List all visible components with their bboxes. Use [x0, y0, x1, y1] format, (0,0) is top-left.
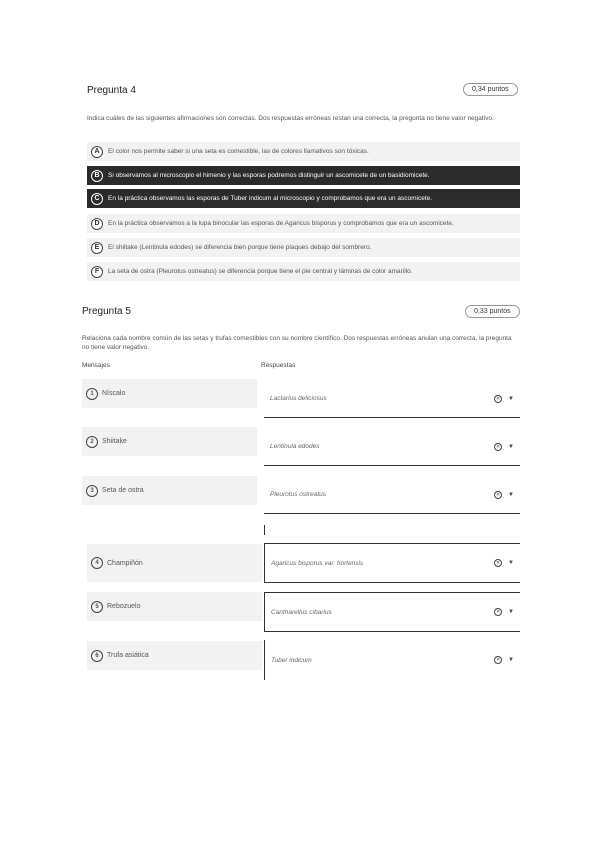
answer-text: Tuber indicum	[271, 656, 312, 664]
question-5-points: 0,33 puntos	[465, 305, 520, 318]
option-f[interactable]	[87, 262, 520, 281]
option-d[interactable]	[87, 214, 520, 233]
answer-text: Lentinula edodes	[270, 443, 320, 450]
chevron-down-icon[interactable]: ▼	[508, 560, 514, 566]
answer-select[interactable]	[264, 380, 520, 418]
option-text: En la práctica observamos a la lupa binocular las esporas de Agaricus bisporus y comprobamos que era un ascomicete.	[108, 220, 454, 227]
question-5-title: Pregunta 5	[82, 306, 131, 317]
option-text: El shiitake (Lentinula edodes) se diferencia bien porque tiene plaques debajo del sombrero.	[108, 244, 372, 251]
text-cursor	[264, 525, 265, 535]
message-item	[82, 379, 257, 408]
option-c[interactable]	[87, 189, 520, 208]
question-4-instructions: Indica cuáles de las siguientes afirmaciones son correctas. Dos respuestas erróneas restan una correcta, la pregunta no tiene valor negativo.	[87, 115, 494, 122]
option-text: Si observamos al microscopio el himenio y las esporas podremos distinguir un ascomicete de un basidiomicete.	[108, 172, 430, 179]
clear-icon[interactable]: ✕	[495, 657, 501, 663]
answer-text: Cantharellus cibarius	[271, 608, 332, 616]
answer-text: Lactarius deliciosus	[270, 395, 327, 402]
answer-text: Agaricus bisporus var. hortensis	[271, 559, 364, 567]
option-letter: B	[91, 170, 103, 182]
message-number: 4	[91, 557, 103, 569]
clear-icon[interactable]: ✕	[495, 395, 501, 402]
option-b[interactable]	[87, 166, 520, 185]
message-item	[87, 592, 262, 621]
chevron-down-icon[interactable]: ▼	[508, 657, 514, 663]
option-letter: F	[91, 266, 103, 278]
message-item	[87, 544, 262, 582]
clear-icon[interactable]: ✕	[495, 491, 501, 498]
answer-select[interactable]	[264, 640, 520, 680]
clear-icon[interactable]: ✕	[495, 443, 501, 450]
chevron-down-icon[interactable]: ▼	[508, 443, 514, 450]
answer-select[interactable]	[264, 543, 520, 583]
chevron-down-icon[interactable]: ▼	[508, 395, 514, 402]
question-4-title: Pregunta 4	[87, 85, 136, 96]
option-letter: D	[91, 218, 103, 230]
option-a[interactable]	[87, 142, 520, 161]
answer-select[interactable]	[264, 476, 520, 514]
option-e[interactable]	[87, 238, 520, 257]
message-text: Seta de ostra	[102, 487, 144, 494]
message-text: Shiitake	[102, 438, 127, 445]
message-number: 5	[91, 601, 103, 613]
option-letter: E	[91, 242, 103, 254]
question-4-points: 0,34 puntos	[463, 83, 518, 96]
message-text: Níscalo	[102, 390, 126, 397]
message-item	[82, 427, 257, 456]
option-text: La seta de ostra (Pleurotus ostreatus) se diferencia porque tiene el pie central y láminas de color amarillo.	[108, 268, 413, 275]
messages-column-header: Mensajes	[82, 362, 110, 369]
option-text: En la práctica observamos las esporas de Tuber indicum al microscopio y comprobamos que era un ascomicete.	[108, 195, 433, 202]
chevron-down-icon[interactable]: ▼	[508, 491, 514, 498]
chevron-down-icon[interactable]: ▼	[508, 609, 514, 615]
answers-column-header: Respuestas	[261, 362, 296, 369]
question-5-instructions: Relaciona cada nombre común de las setas y trufas comestibles con su nombre científico. Dos respuestas erróneas anulan una correcta, la pregunta no tiene valor negativo.	[82, 335, 512, 351]
clear-icon[interactable]: ✕	[495, 609, 501, 615]
answer-text: Pleurotus ostreatus	[270, 491, 327, 498]
option-letter: C	[91, 193, 103, 205]
message-text: Rebozuelo	[107, 603, 141, 610]
option-text: El color nos permite saber si una seta es comestible, las de colores llamativos son tóxicas.	[108, 148, 369, 155]
message-number: 6	[91, 650, 103, 662]
option-letter: A	[91, 146, 103, 158]
message-number: 1	[86, 388, 98, 400]
answer-select[interactable]	[264, 428, 520, 466]
message-text: Champiñón	[107, 559, 143, 567]
message-number: 2	[86, 436, 98, 448]
answer-select[interactable]	[264, 592, 520, 632]
message-item	[82, 476, 257, 505]
clear-icon[interactable]: ✕	[495, 560, 501, 566]
message-text: Trufa asiática	[107, 652, 149, 659]
message-number: 3	[86, 485, 98, 497]
message-item	[87, 641, 262, 670]
